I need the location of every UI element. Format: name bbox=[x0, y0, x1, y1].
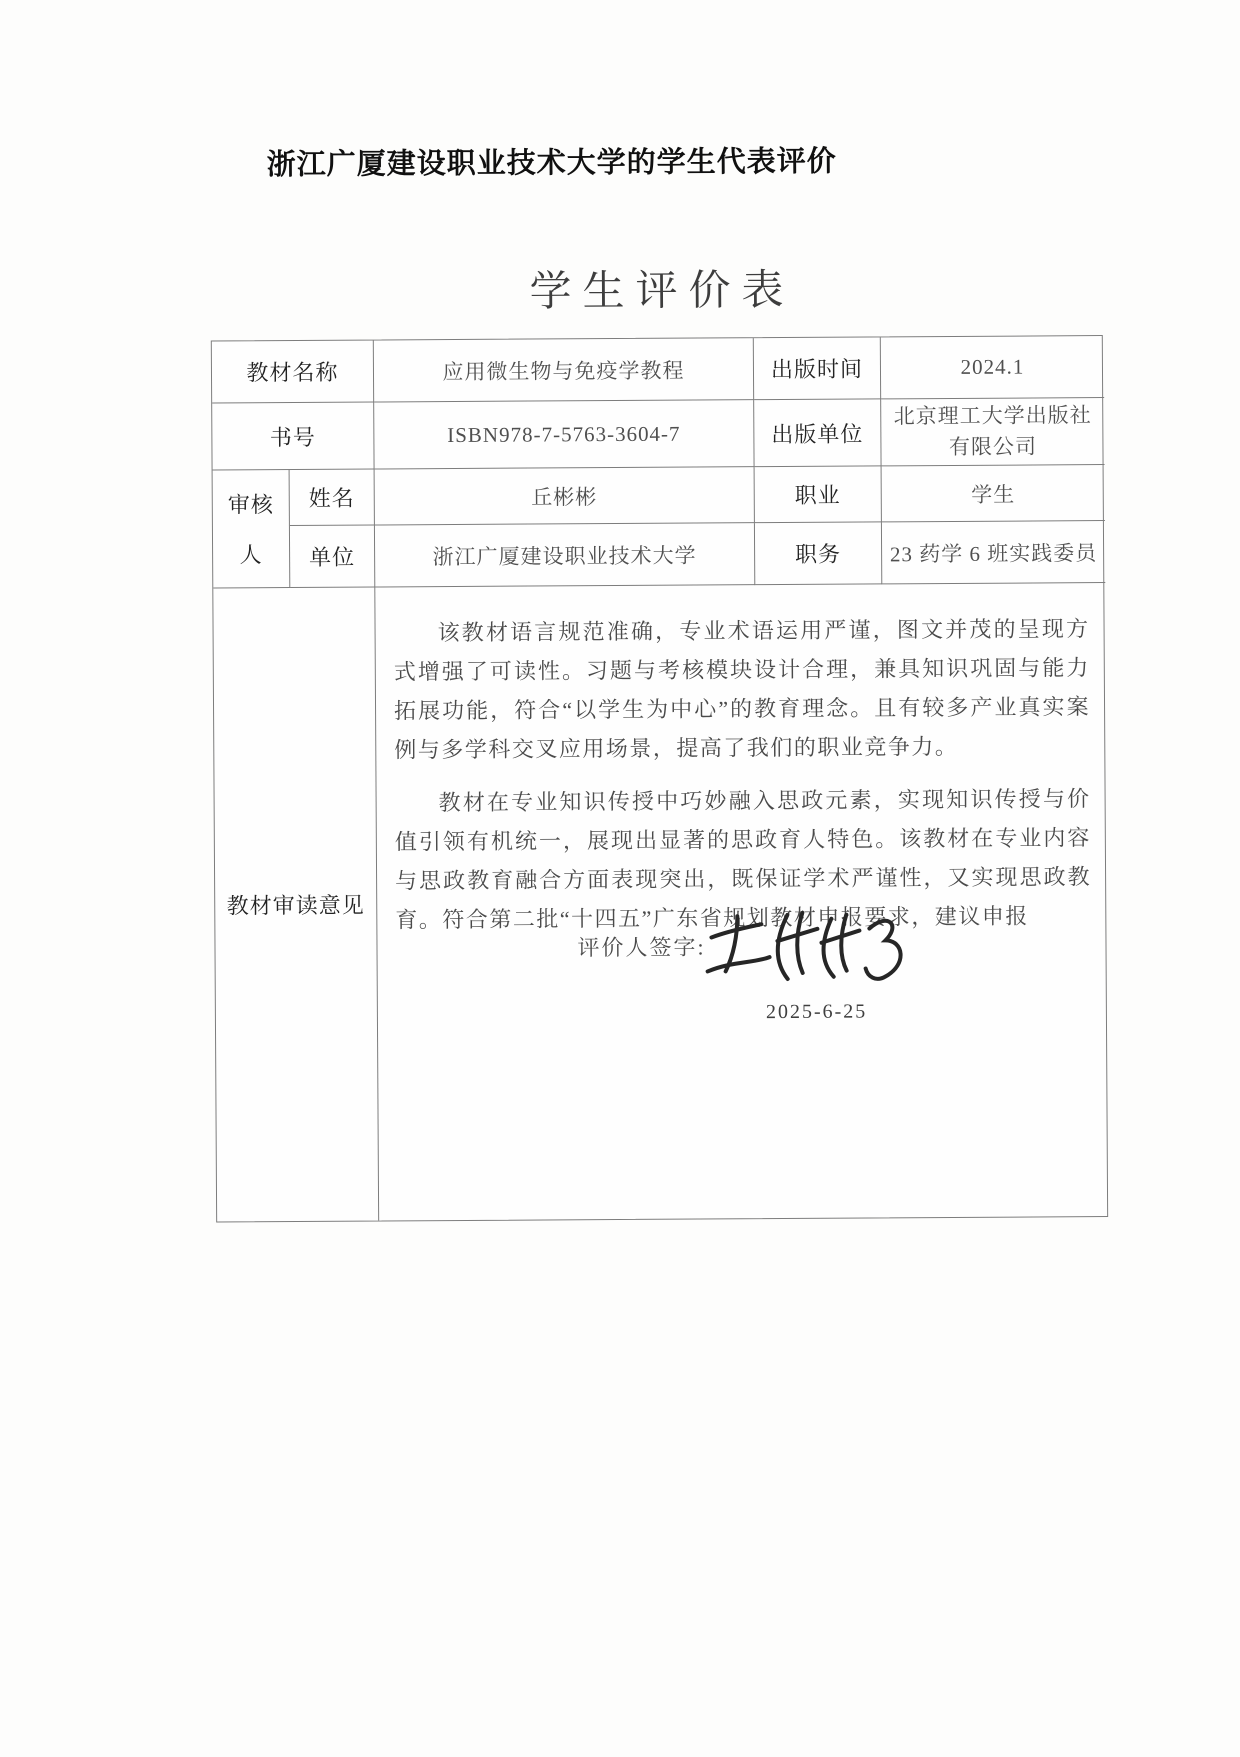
reviewer-label-bottom: 人 bbox=[239, 542, 263, 568]
unit-value: 浙江广厦建设职业技术大学 bbox=[375, 523, 755, 587]
review-paragraph-1: 该教材语言规范准确，专业术语运用严谨，图文并茂的呈现方式增强了可读性。习题与考核模块设计合理，兼具知识巩固与能力拓展功能，符合“以学生为中心”的教育理念。且有较多产业真实案例与多学科交叉应用场景，提高了我们的职业竞争力。 bbox=[393, 616, 1091, 763]
occupation-value: 学生 bbox=[882, 465, 1105, 522]
reviewer-label-top: 审核 bbox=[227, 491, 274, 518]
book-number-value: ISBN978-7-5763-3604-7 bbox=[374, 400, 754, 469]
textbook-name-label: 教材名称 bbox=[212, 340, 374, 403]
table-title: 学生评价表 bbox=[529, 265, 795, 315]
unit-label: 单位 bbox=[290, 525, 375, 588]
publish-date-label: 出版时间 bbox=[754, 337, 881, 400]
review-opinion-body bbox=[375, 583, 1109, 1220]
signature-label: 评价人签字: bbox=[577, 934, 706, 961]
review-opinion-label: 教材审读意见 bbox=[213, 587, 379, 1221]
name-label: 姓名 bbox=[290, 469, 375, 526]
position-label: 职务 bbox=[755, 522, 882, 585]
textbook-name-value: 应用微生物与免疫学教程 bbox=[374, 338, 754, 402]
name-value: 丘彬彬 bbox=[375, 467, 755, 525]
publisher-value: 北京理工大学出版社有限公司 bbox=[881, 398, 1104, 466]
student-evaluation-table bbox=[211, 335, 1108, 1222]
review-paragraph-2: 教材在专业知识传授中巧妙融入思政元素，实现知识传授与价值引领有机统一，展现出显著的思政育人特色。该教材在专业内容与思政教育融合方面表现突出，既保证学术严谨性，又实现思政教育。符合第二批“十四五”广东省规划教材申报要求，建议申报 bbox=[394, 786, 1092, 933]
signature-scribble-icon bbox=[699, 902, 910, 1007]
position-value: 23 药学 6 班实践委员 bbox=[882, 521, 1105, 584]
publish-date-value: 2024.1 bbox=[881, 336, 1104, 399]
book-number-label: 书号 bbox=[212, 402, 374, 470]
reviewer-label bbox=[213, 470, 291, 588]
occupation-label: 职业 bbox=[755, 466, 882, 523]
signature-date: 2025-6-25 bbox=[765, 1000, 868, 1024]
publisher-label: 出版单位 bbox=[754, 399, 881, 467]
document-heading: 浙江广厦建设职业技术大学的学生代表评价 bbox=[266, 145, 837, 182]
